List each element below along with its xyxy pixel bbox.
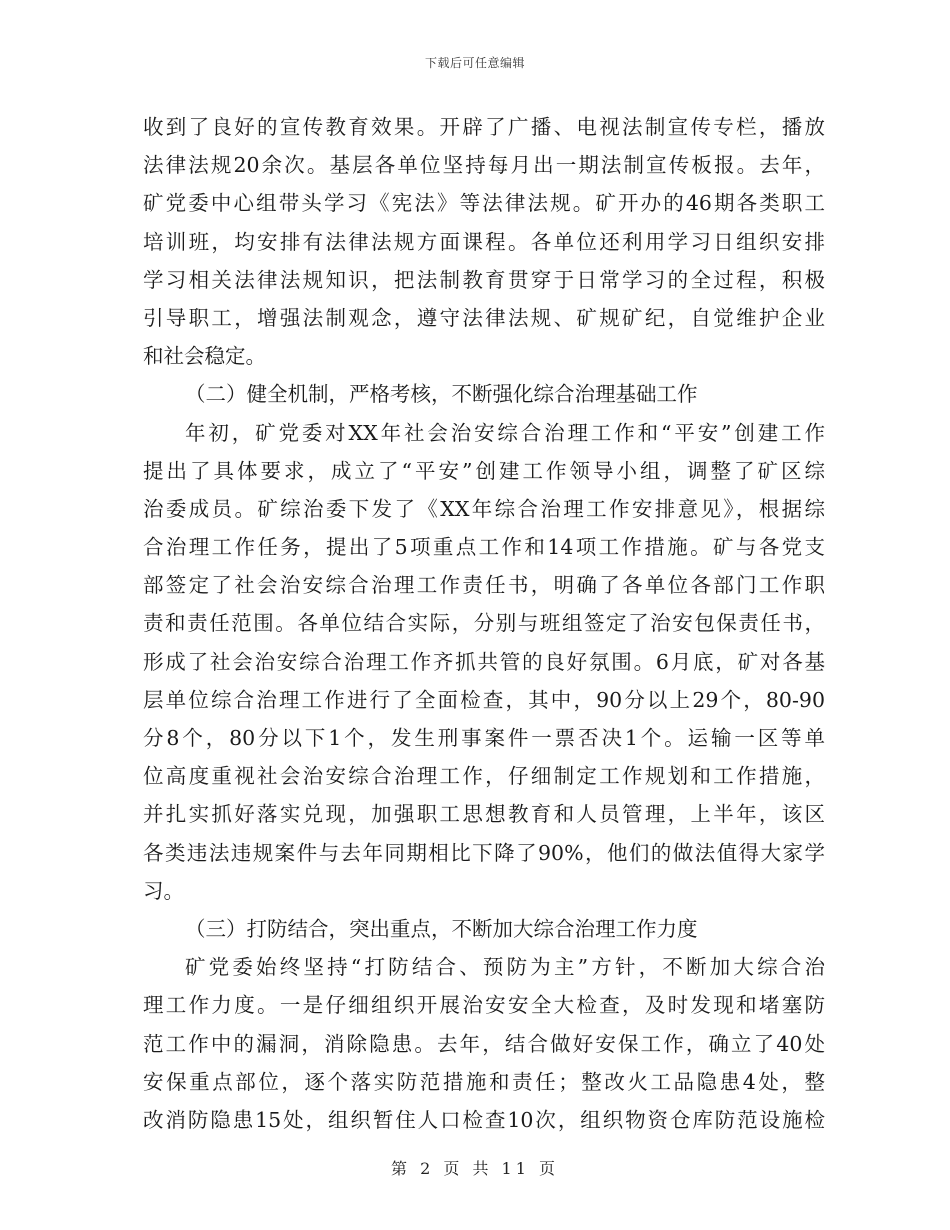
body-line: 理工作力度。一是仔细组织开展治安安全大检查，及时发现和堵塞防 bbox=[143, 993, 825, 1018]
body-line: 收到了良好的宣传教育效果。开辟了广播、电视法制宣传专栏，播放 bbox=[143, 115, 825, 139]
body-line: 和社会稳定。 bbox=[143, 344, 266, 369]
body-line: 层单位综合治理工作进行了全面检查，其中，90分以上29个，80-90 bbox=[143, 687, 825, 712]
body-line: 治委成员。矿综治委下发了《XX年综合治理工作安排意见》，根据综 bbox=[143, 496, 825, 521]
body-line: 矿党委中心组带头学习《宪法》等法律法规。矿开办的46期各类职工 bbox=[143, 191, 825, 216]
body-line: 习。 bbox=[143, 878, 184, 903]
body-line: 年初，矿党委对XX年社会治安综合治理工作和“平安”创建工作 bbox=[185, 420, 825, 445]
body-line: 引导职工，增强法制观念，遵守法律法规、矿规矿纪，自觉维护企业 bbox=[143, 305, 825, 330]
body-line: 分8个，80分以下1个，发生刑事案件一票否决1个。运输一区等单 bbox=[143, 726, 825, 750]
body-line: 部签定了社会治安综合治理工作责任书，明确了各单位各部门工作职 bbox=[143, 573, 825, 598]
body-line: 培训班，均安排有法律法规方面课程。各单位还利用学习日组织安排 bbox=[143, 229, 825, 254]
body-line: 改消防隐患15处，组织暂住人口检查10次，组织物资仓库防范设施检 bbox=[143, 1107, 825, 1132]
body-line: 安保重点部位，逐个落实防范措施和责任；整改火工品隐患4处，整 bbox=[143, 1069, 825, 1094]
body-line: 并扎实抓好落实兑现，加强职工思想教育和人员管理，上半年，该区 bbox=[143, 802, 825, 827]
page-header: 下载后可任意编辑 bbox=[424, 56, 525, 70]
body-line: 范工作中的漏洞，消除隐患。去年，结合做好安保工作，确立了40处 bbox=[143, 1031, 825, 1056]
body-line: 各类违法违规案件与去年同期相比下降了90%，他们的做法值得大家学 bbox=[143, 840, 825, 865]
body-line: 法律法规20余次。基层各单位坚持每月出一期法制宣传板报。去年， bbox=[143, 153, 825, 178]
page-footer: 第 2 页 共 11 页 bbox=[391, 1159, 559, 1178]
body-line: 矿党委始终坚持“打防结合、预防为主”方针，不断加大综合治 bbox=[185, 955, 825, 980]
section-heading: （二）健全机制，严格考核，不断强化综合治理基础工作 bbox=[185, 382, 698, 407]
body-line: 位高度重视社会治安综合治理工作，仔细制定工作规划和工作措施， bbox=[143, 764, 825, 789]
body-line: 学习相关法律法规知识，把法制教育贯穿于日常学习的全过程，积极 bbox=[143, 267, 825, 292]
body-line: 形成了社会治安综合治理工作齐抓共管的良好氛围。6月底，矿对各基 bbox=[143, 649, 825, 674]
body-line: 合治理工作任务，提出了5项重点工作和14项工作措施。矿与各党支 bbox=[143, 535, 825, 560]
body-line: 责和责任范围。各单位结合实际，分别与班组签定了治安包保责任书， bbox=[143, 611, 825, 636]
document-body bbox=[143, 108, 825, 1139]
body-line: 提出了具体要求，成立了“平安”创建工作领导小组，调整了矿区综 bbox=[143, 458, 825, 483]
section-heading: （三）打防结合，突出重点，不断加大综合治理工作力度 bbox=[185, 916, 698, 941]
